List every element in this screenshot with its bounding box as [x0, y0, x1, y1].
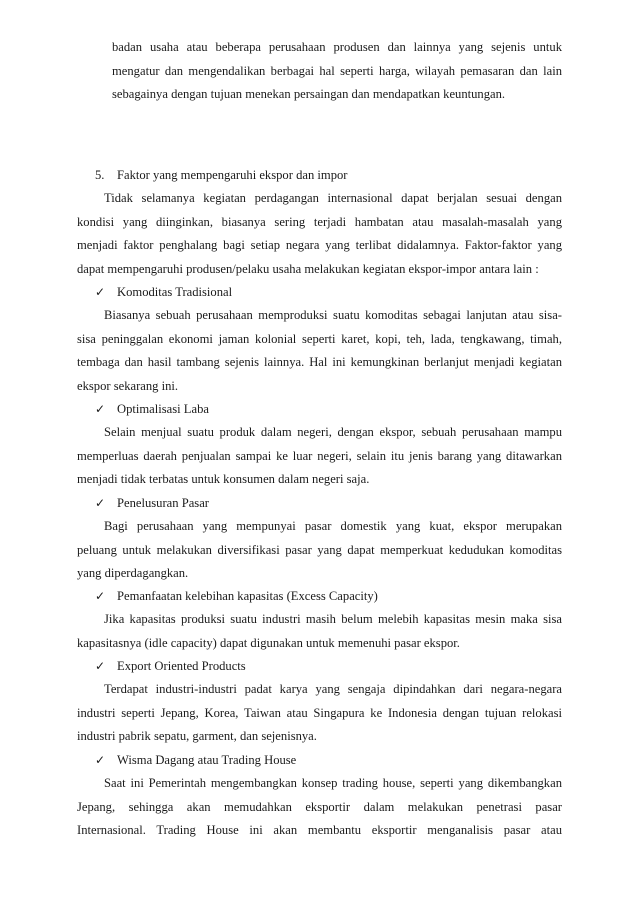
factor-paragraph — [77, 772, 562, 843]
paragraph-line: menjadi faktor penghalang bagi setiap negara yang terlibat didalamnya. Faktor-faktor yang — [77, 238, 562, 252]
check-icon: ✓ — [95, 285, 106, 299]
paragraph-line: kapasitasnya (idle capacity) dapat digunakan untuk memenuhi pasar ekspor. — [77, 635, 460, 650]
paragraph-line: Jika kapasitas produksi suatu industri masih belum melebih kapasitas mesin maka sisa — [104, 612, 562, 626]
check-icon: ✓ — [95, 589, 106, 603]
factor-paragraph — [77, 515, 562, 586]
paragraph-line: Jepang, sehingga akan memudahkan eksportir dalam melakukan penetrasi pasar — [77, 799, 562, 814]
factor-paragraph — [77, 678, 562, 749]
check-icon: ✓ — [95, 659, 106, 673]
paragraph-line: industri pabrik sepatu, garment, dan sejenisnya. — [77, 729, 317, 743]
paragraph-line: Selain menjual suatu produk dalam negeri, dengan ekspor, sebuah perusahaan mampu — [104, 425, 562, 439]
paragraph-line: menjadi tidak terbatas untuk konsumen dalam negeri saja. — [77, 472, 370, 486]
check-icon: ✓ — [95, 496, 106, 510]
factor-paragraph — [77, 421, 562, 492]
factor-paragraph — [77, 304, 562, 398]
check-icon: ✓ — [95, 753, 106, 767]
factor-heading — [95, 655, 562, 679]
paragraph-line: sebagainya dengan tujuan menekan persaingan dan mendapatkan keuntungan. — [112, 87, 506, 101]
paragraph-line: badan usaha atau beberapa perusahaan produsen dan lainnya yang sejenis untuk — [112, 40, 562, 54]
factor-title: Komoditas Tradisional — [117, 285, 233, 299]
factor-heading — [95, 281, 562, 305]
factor-heading — [95, 398, 562, 422]
paragraph-line: dapat mempengaruhi produsen/pelaku usaha melakukan kegiatan ekspor-impor antara lain : — [77, 261, 539, 276]
factor-heading — [95, 749, 562, 773]
factor-title: Penelusuran Pasar — [117, 496, 209, 510]
factor-title: Export Oriented Products — [117, 659, 246, 673]
factor-heading — [95, 492, 562, 516]
factor-paragraph — [77, 608, 562, 655]
paragraph-line: kondisi yang diinginkan, biasanya sering terjadi hambatan atau masalah-masalah yang — [77, 214, 562, 229]
factor-title: Optimalisasi Laba — [117, 402, 209, 416]
paragraph-line: Saat ini Pemerintah mengembangkan konsep trading house, seperti yang dikembangkan — [104, 776, 562, 790]
section-title: Faktor yang mempengaruhi ekspor dan impor — [117, 168, 348, 182]
paragraph-line: industri seperti Jepang, Korea, Taiwan atau Singapura ke Indonesia dengan tujuan relokasi — [77, 705, 562, 720]
paragraph-line: Tidak selamanya kegiatan perdagangan internasional dapat berjalan sesuai dengan — [104, 191, 562, 205]
paragraph-line: peluang untuk melakukan diversifikasi pasar yang dapat memperkuat kedudukan komoditas — [77, 542, 562, 557]
paragraph-line: Terdapat industri-industri padat karya yang sengaja dipindahkan dari negara-negara — [104, 682, 562, 696]
check-icon: ✓ — [95, 402, 106, 416]
continued-paragraph — [112, 36, 562, 107]
paragraph-line: yang diperdagangkan. — [77, 566, 189, 580]
factor-heading — [95, 585, 562, 609]
paragraph-line: Bagi perusahaan yang mempunyai pasar domestik yang kuat, ekspor merupakan — [104, 519, 562, 533]
factor-title: Pemanfaatan kelebihan kapasitas (Excess Capacity) — [117, 589, 378, 603]
paragraph-line: mengatur dan mengendalikan berbagai hal seperti harga, wilayah pemasaran dan lain — [112, 63, 562, 78]
paragraph-line: tembaga dan hasil tambang sejenis lainnya. Hal ini kemungkinan berlanjut menjadi kegiatan — [77, 355, 562, 369]
paragraph-line: Internasional. Trading House ini akan membantu eksportir menganalisis pasar atau — [77, 823, 562, 837]
paragraph-line: sisa peninggalan ekonomi jaman kolonial seperti karet, kopi, teh, lada, tengkawang, timah, — [77, 331, 562, 346]
section-number: 5. — [95, 168, 105, 182]
section-intro — [77, 187, 562, 281]
paragraph-line: ekspor sekarang ini. — [77, 378, 179, 393]
section-heading — [95, 164, 562, 188]
paragraph-line: Biasanya sebuah perusahaan memproduksi suatu komoditas sebagai lanjutan atau sisa- — [104, 308, 562, 322]
paragraph-line: memperluas daerah penjualan sampai ke luar negeri, selain itu jenis barang yang ditawarkan — [77, 448, 562, 463]
factor-title: Wisma Dagang atau Trading House — [117, 753, 297, 767]
